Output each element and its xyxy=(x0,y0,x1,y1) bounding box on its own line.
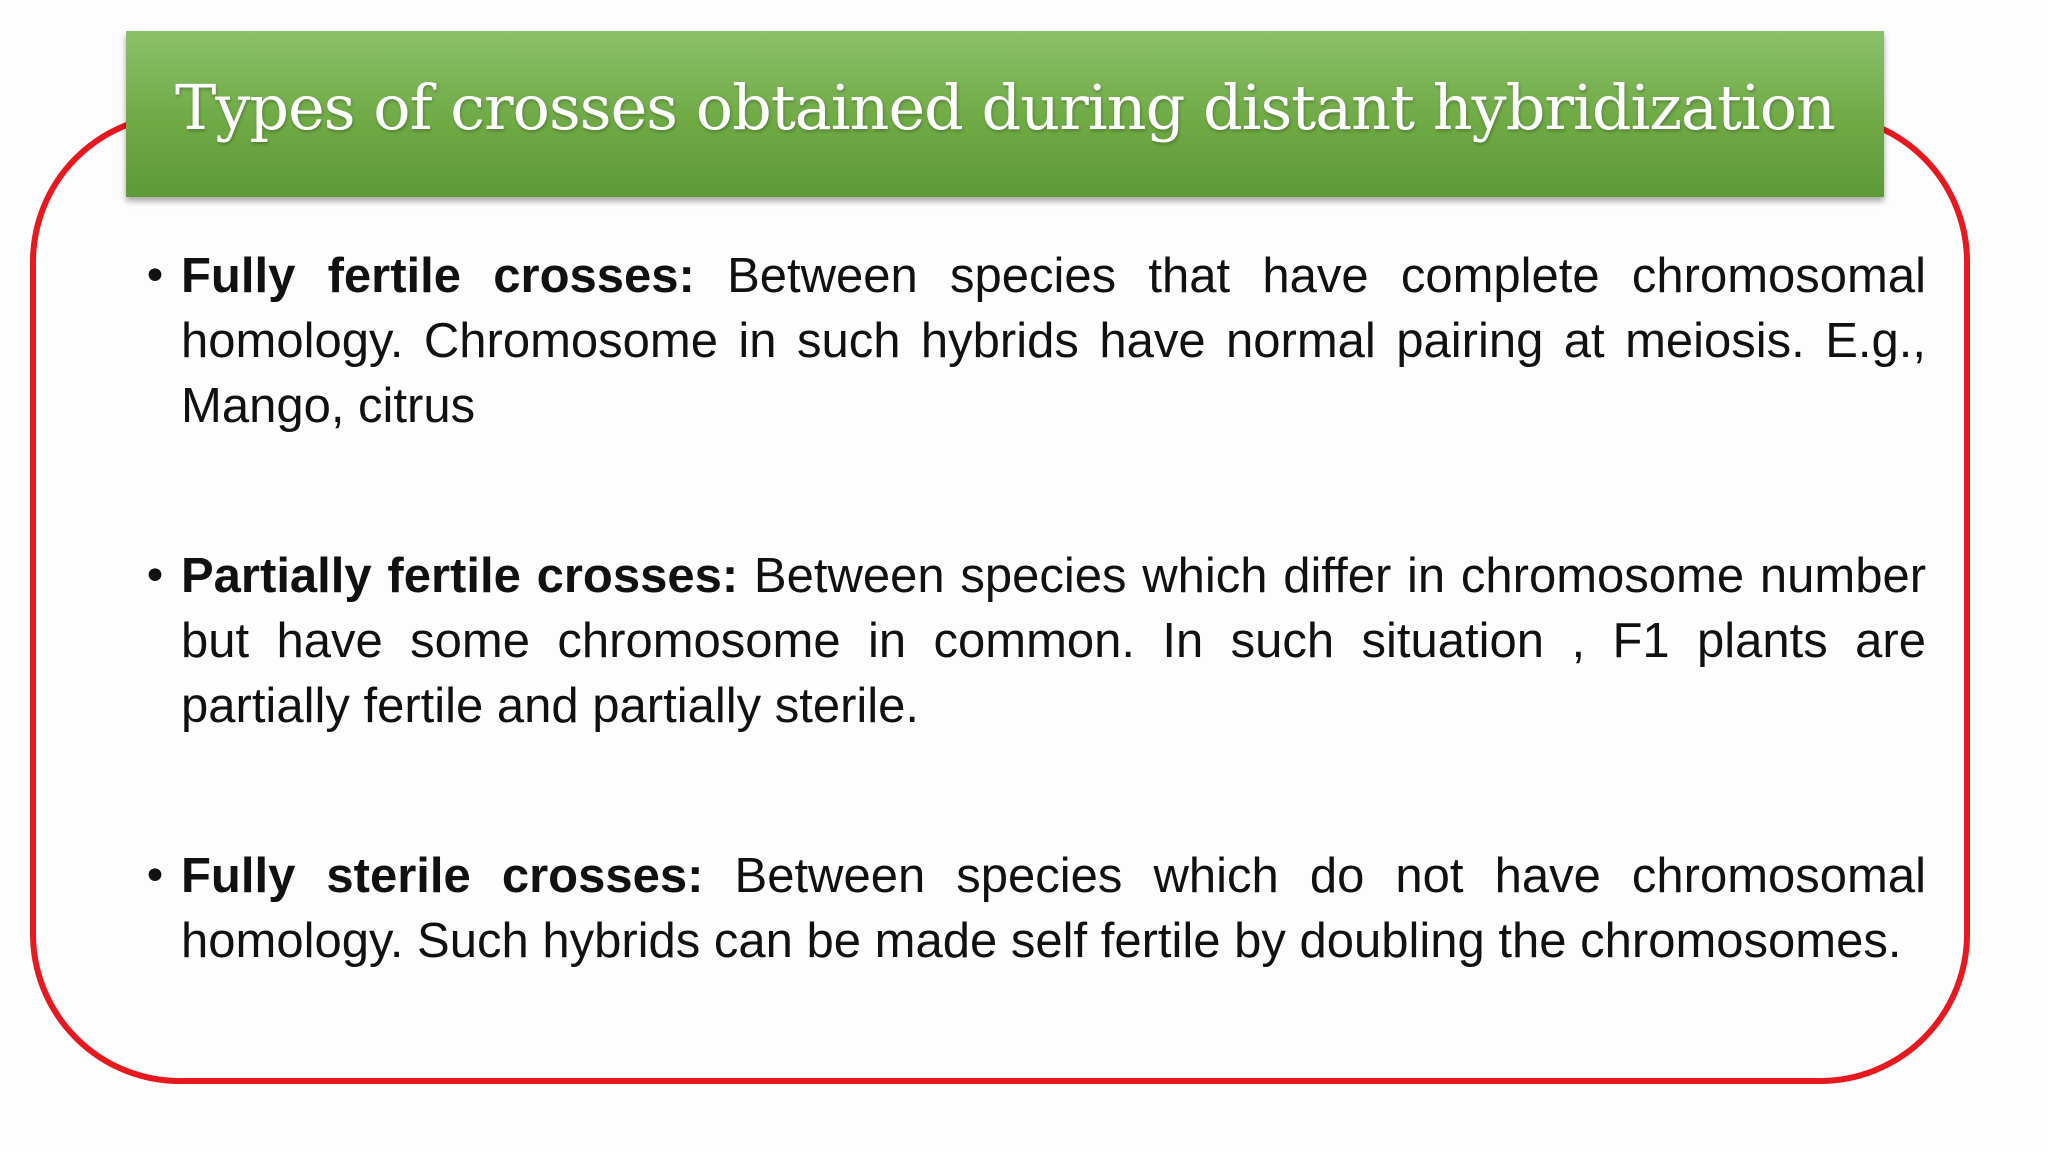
list-item-fully-sterile xyxy=(138,844,1926,974)
bullet-icon: • xyxy=(142,851,168,902)
item-term: Fully fertile crosses: xyxy=(181,249,695,303)
bullet-icon: • xyxy=(142,251,168,302)
item-term: Partially fertile crosses: xyxy=(181,549,739,603)
title-banner xyxy=(126,31,1884,197)
item-text: Between species which do not have chromosomal homology. Such hybrids can be made self fertile by doubling the chromosomes. xyxy=(181,849,1927,968)
slide-title: Types of crosses obtained during distant hybridization xyxy=(175,70,1835,144)
list-item-partially-fertile xyxy=(138,544,1926,739)
bullet-icon: • xyxy=(142,551,168,602)
bullet-list xyxy=(138,244,1926,974)
list-item-fully-fertile xyxy=(138,244,1926,439)
item-text: Between species that have complete chromosomal homology. Chromosome in such hybrids have normal pairing at meiosis. E.g., Mango, citrus xyxy=(181,249,1926,433)
item-text: Between species which differ in chromosome number but have some chromosome in common. In such situation , F1 plants are partially fertile and partially sterile. xyxy=(181,549,1927,733)
item-term: Fully sterile crosses: xyxy=(181,849,704,903)
